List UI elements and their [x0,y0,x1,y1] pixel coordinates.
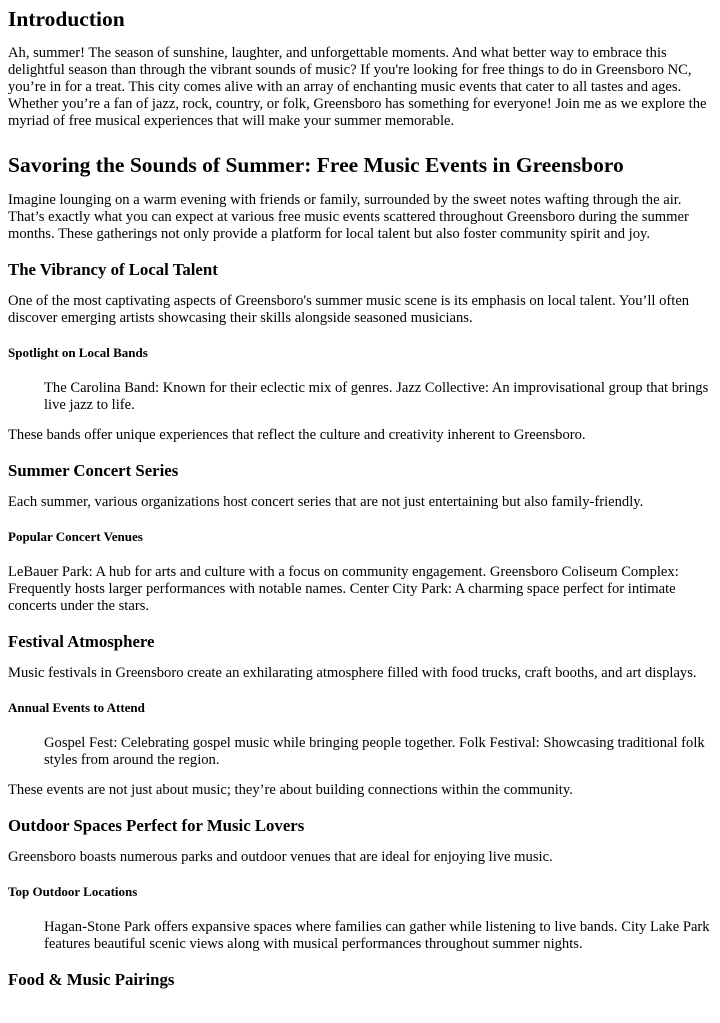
local-talent-paragraph: One of the most captivating aspects of Greensboro's summer music scene is its emphasis on local talent. You’ll often discover emerging artists showcasing their skills alongside seasoned musicians. [8,293,690,326]
outdoor-locations-subheading: Top Outdoor Locations [8,884,138,899]
festival-paragraph: Music festivals in Greensboro create an exhilarating atmosphere filled with food trucks, craft booths, and art displays. [8,665,697,681]
local-bands-closing: These bands offer unique experiences that reflect the culture and creativity inherent to Greensboro. [8,427,586,443]
outdoor-paragraph: Greensboro boasts numerous parks and outdoor venues that are ideal for enjoying live music. [8,849,553,865]
article [0,6,720,990]
outdoor-locations-quote: Hagan-Stone Park offers expansive spaces where families can gather while listening to live bands. City Lake Park features beautiful scenic views along with musical performances throughout summer nights. [44,919,710,952]
local-bands-quote: The Carolina Band: Known for their eclectic mix of genres. Jazz Collective: An improvisational group that brings live jazz to life. [44,380,709,413]
annual-events-subheading: Annual Events to Attend [8,700,145,715]
festival-heading: Festival Atmosphere [8,632,155,651]
intro-paragraph: Ah, summer! The season of sunshine, laughter, and unforgettable moments. And what better way to embrace this delightful season than through the vibrant sounds of music? If you're looking for free things to do in Greensboro NC, you’re in for a treat. This city comes alive with an array of enchanting music events that cater to all tastes and ages. Whether you’re a fan of jazz, rock, country, or folk, Greensboro has something for everyone! Join me as we explore the myriad of free musical experiences that will make your summer memorable. [8,45,707,129]
intro-heading: Introduction [8,7,125,31]
concert-series-heading: Summer Concert Series [8,461,179,480]
outdoor-heading: Outdoor Spaces Perfect for Music Lovers [8,816,305,835]
local-bands-subheading: Spotlight on Local Bands [8,345,148,360]
concert-series-paragraph: Each summer, various organizations host concert series that are not just entertaining but also family-friendly. [8,494,644,510]
festival-closing: These events are not just about music; they’re about building connections within the community. [8,782,573,798]
local-talent-heading: The Vibrancy of Local Talent [8,260,218,279]
annual-events-quote: Gospel Fest: Celebrating gospel music while bringing people together. Folk Festival: Showcasing traditional folk styles from around the region. [44,735,705,768]
savoring-heading: Savoring the Sounds of Summer: Free Music Events in Greensboro [8,153,624,177]
savoring-paragraph: Imagine lounging on a warm evening with friends or family, surrounded by the sweet notes wafting through the air. That’s exactly what you can expect at various free music events scattered throughout Greensboro during the summer months. These gatherings not only provide a platform for local talent but also foster community spirit and joy. [8,192,689,242]
concert-venues-subheading: Popular Concert Venues [8,529,143,544]
concert-venues-text: LeBauer Park: A hub for arts and culture with a focus on community engagement. Greensboro Coliseum Complex: Frequently hosts larger performances with notable names. Center City Park: A charming space perfect for intimate concerts under the stars. [8,564,679,614]
food-heading: Food & Music Pairings [8,970,175,989]
